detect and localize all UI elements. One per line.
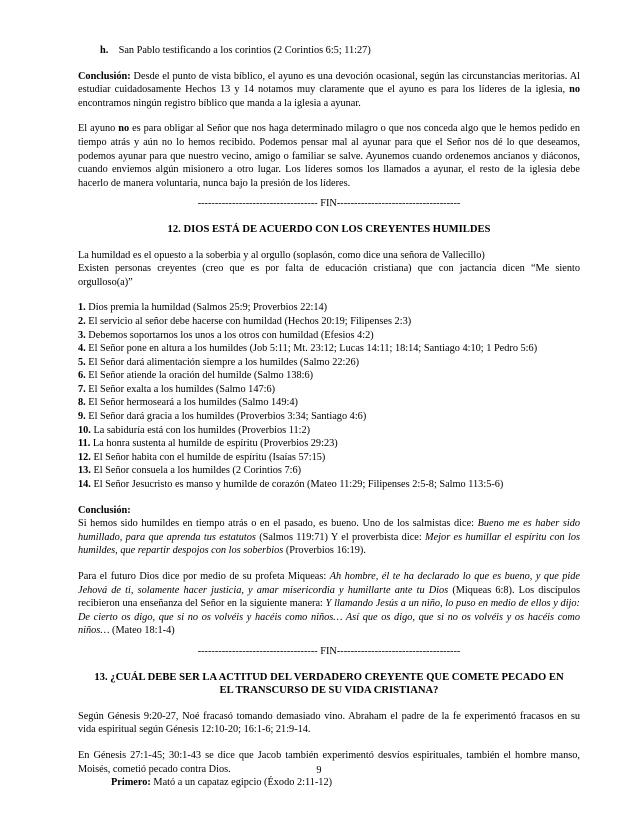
section-13-primero [78,776,580,790]
ayuno-text-a: El ayuno [78,123,119,135]
ayuno-text-b: es para obligar al Señor que nos haga determinado milagro o que nos conceda algo que le hemos pedido en tiempo atrás y aún no lo hemos recibido. Podemos pensar mal al ayunar para que el Señor nos dé lo que deseamos, podemos ayunar para que nuestro vecino, amigo o familiar se salve. Ayunemos cuando ordenemos ancianos y diáconos, cuando enviemos algún misionero a otro lugar. Los líderes somos los llamados a ayunar, el resto de la iglesia debe hacerlo de manera voluntaria, nunca bajo la presión de los líderes. [78,123,580,189]
list-item [78,451,580,465]
list-item-h [78,44,580,58]
section-13-paragraph-1: Según Génesis 9:20-27, Noé fracasó tomando demasiado vino. Abraham el padre de la fe experimentó fracasos en su vida espiritual según Génesis 12:10-20; 16:1-6; 21:9-14. [78,710,580,736]
conclusion-label: Conclusión: [78,70,131,82]
list-item-text: El Señor Jesucristo es manso y humilde de corazón (Mateo 11:29; Filipenses 2:5-8; Salmo 113:5-6) [90,479,504,491]
list-item-text: La honra sustenta al humilde de espíritu (Proverbios 29:23) [90,438,338,450]
list-item-text: Debemos soportarnos los unos a los otros con humildad (Efesios 4:2) [85,329,374,341]
list-item-number: 13. [78,465,91,477]
conclusion-12-text-c: (Proverbios 16:19). [283,545,366,557]
list-item-text: El servicio al señor debe hacerse con humildad (Hechos 20:19; Filipenses 2:3) [85,315,412,327]
ayuno-bold-no: no [118,123,130,135]
list-item-text: El Señor dará gracia a los humildes (Proverbios 3:34; Santiago 4:6) [85,411,367,423]
conclusion-12-text-a: Si hemos sido humildes en tiempo atrás o en el pasado, es bueno. Uno de los salmistas dice: [78,518,478,530]
future-text-b: (Miqueas 6:8). Los discípulos recibieron una enseñanza del Señor en la siguiente manera: [78,584,580,610]
list-item-number: 8. [78,397,86,409]
primero-text: Mató a un capataz egipcio (Éxodo 2:11-12) [150,777,333,789]
list-item-text: El Señor atiende la oración del humilde (Salmo 138:6) [85,370,314,382]
list-item [78,342,580,356]
list-item-number: 11. [78,438,91,450]
list-item-number: 2. [78,315,86,327]
list-item-text: El Señor habita con el humilde de espíritu (Isaías 57:15) [90,451,326,463]
list-item [78,424,580,438]
section-12-conclusion [78,517,580,558]
list-item [78,383,580,397]
list-item-number: 7. [78,383,86,395]
ayuno-paragraph [78,122,580,190]
section-13-title-line-2: EL TRANSCURSO DE SU VIDA CRISTIANA? [219,685,439,697]
conclusion-bold-no: no [569,84,580,96]
page-number: 9 [316,765,322,776]
section-12-conclusion-label [78,504,580,518]
list-item [78,356,580,370]
section-12-title: 12. DIOS ESTÁ DE ACUERDO CON LOS CREYENTES HUMILDES [167,223,491,235]
conclusion-12-label: Conclusión: [78,504,131,516]
conclusion-12-quote-2: Mejor es humillar el espíritu con los humildes, que repartir despojos con los soberbios [78,531,581,557]
list-item [78,315,580,329]
item-h-label: h. [100,45,109,56]
list-item-text: La sabiduría está con los humildes (Proverbios 11:2) [90,424,311,436]
list-item [78,410,580,424]
list-item-number: 5. [78,356,86,368]
section-12-future-paragraph [78,570,580,638]
conclusion-text-b: encontramos ningún registro bíblico que manda a la iglesia a ayunar. [78,97,361,109]
future-quote-2: Y llamando Jesús a un niño, lo puso en medio de ellos y dijo: De cierto os digo, que si no os volvéis y hacéis como niños… Así que os digo, que si no os volvéis y os hacéis como niños… [78,598,580,637]
list-item [78,301,580,315]
humility-list [78,301,580,491]
list-item-text: El Señor consuela a los humildes (2 Corintios 7:6) [90,465,302,477]
list-item-number: 1. [78,302,86,314]
list-item [78,369,580,383]
list-item-text: El Señor hermoseará a los humildes (Salmo 149:4) [85,397,298,409]
list-item-text: El Señor exalta a los humildes (Salmo 147:6) [85,383,276,395]
list-item [78,464,580,478]
section-13-title-line-1: 13. ¿CUÁL DEBE SER LA ACTITUD DEL VERDADERO CREYENTE QUE COMETE PECADO EN [94,671,564,683]
list-item-number: 4. [78,343,86,355]
section-13-paragraph-2: En Génesis 27:1-45; 30:1-43 se dice que Jacob también experimentó desvíos espirituales, también el hombre manso, Moisés, cometió pecado contra Dios. [78,749,580,775]
section-12-intro-1: La humildad es el opuesto a la soberbia y al orgullo (soplasón, como dice una señora de Vallecillo) [78,249,485,261]
future-text-a: Para el futuro Dios dice por medio de su profeta Miqueas: [78,571,330,582]
list-item-number: 6. [78,370,86,382]
future-quote-1: Ah hombre, él te ha declarado lo que es bueno, y que pide Jehová de ti, solamente hacer justicia, y amar misericordia y humillarte ante tu Dios [78,571,581,596]
list-item-text: El Señor pone en altura a los humildes (Job 5:11; Mt. 23:12; Lucas 14:11; 18:14; Santiago 4:10; 1 Pedro 5:6) [85,343,538,355]
list-item-number: 9. [78,411,86,423]
list-item [78,329,580,343]
conclusion-12-text-b: (Salmos 119:71) Y el proverbista dice: [255,531,426,543]
future-text-c: (Mateo 18:1-4) [109,625,175,637]
list-item-number: 14. [78,479,91,491]
list-item [78,478,580,492]
list-item-text: Dios premia la humildad (Salmos 25:9; Proverbios 22:14) [85,302,328,314]
list-item-number: 12. [78,451,91,463]
list-item-text: El Señor dará alimentación siempre a los humildes (Salmo 22:26) [85,356,360,368]
list-item-number: 3. [78,329,86,341]
separator-fin-1: ----------------------------------- FIN------------------------------------ [197,198,461,210]
list-item [78,396,580,410]
list-item [78,437,580,451]
conclusion-text-a: Desde el punto de vista bíblico, el ayuno es una devoción ocasional, según las circunstancias meritorias. Al estudiar cuidadosamente Hechos 13 y 14 notamos muy claramente que el ayuno es para los líderes de la iglesia, [78,70,580,96]
section-12-intro-2: Existen personas creyentes (creo que es por falta de educación cristiana) que con jactancia dicen “Me siento orgulloso(a)” [78,263,580,288]
separator-fin-2: ----------------------------------- FIN------------------------------------ [197,645,461,657]
list-item-number: 10. [78,424,91,436]
conclusion-paragraph-1 [78,70,580,111]
item-h-text: San Pablo testificando a los corintios (2 Corintios 6:5; 11:27) [118,45,371,56]
conclusion-12-quote-1: Bueno me es haber sido humillado, para que aprenda tus estatutos [78,518,581,543]
primero-label: Primero: [111,777,151,789]
